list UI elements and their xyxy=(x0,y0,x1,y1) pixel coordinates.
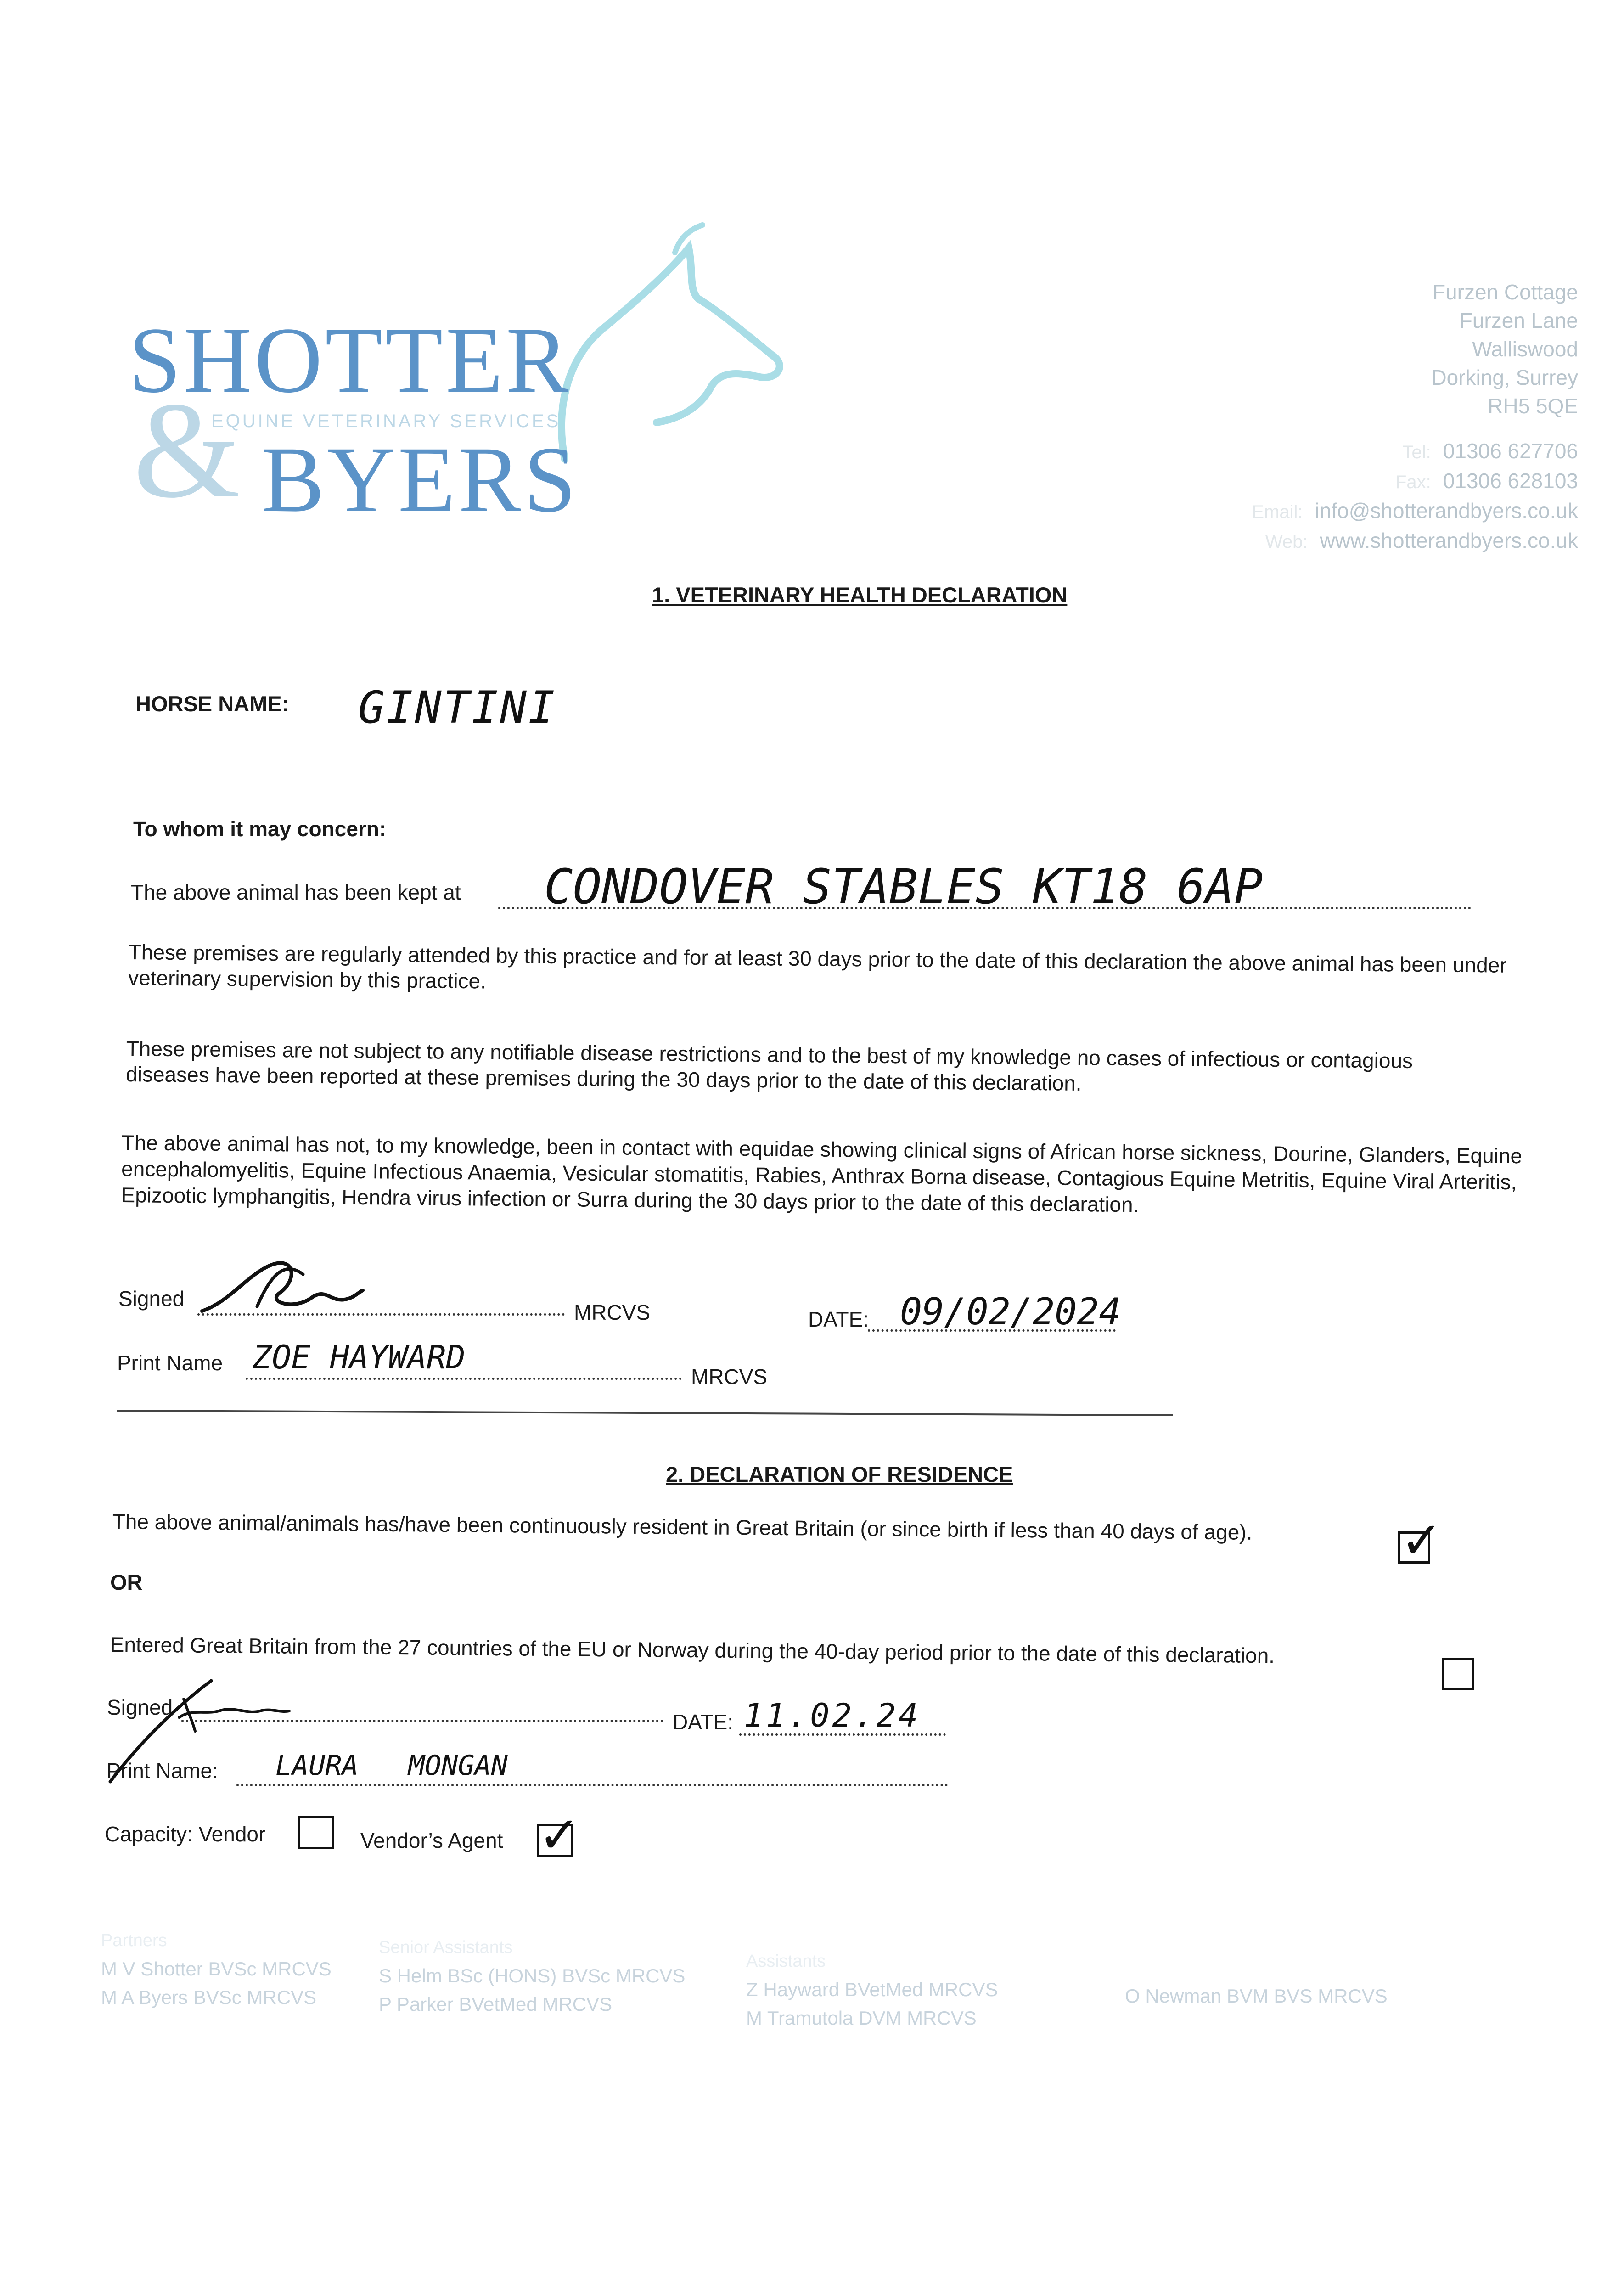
salutation: To whom it may concern: xyxy=(133,817,387,841)
tel-line: Tel: 01306 627706 xyxy=(1402,439,1578,463)
section-divider xyxy=(117,1410,1173,1416)
footer-senior-assistants: Senior Assistants S Helm BSc (HONS) BVSc MRCVS P Parker BVetMed MRCVS xyxy=(379,1938,686,2015)
paragraph-no-disease: These premises are not subject to any notifiable disease restrictions and to the best of my knowledge no cases of infectious or contagious diseases have been reported at these premises during the 30 days prior to the date of this declaration. xyxy=(125,1036,1413,1095)
vet-print-name-dotted-line xyxy=(246,1378,682,1380)
residence-option2-text: Entered Great Britain from the 27 countries of the EU or Norway during the 40-day period prior to the date of this declaration. xyxy=(110,1632,1275,1668)
vendor-checkbox[interactable] xyxy=(298,1816,334,1849)
owner-date-label: DATE: xyxy=(673,1710,734,1734)
residence-option1-checkmark-icon: ✓ xyxy=(1400,1512,1443,1569)
web-line: Web: www.shotterandbyers.co.uk xyxy=(1265,529,1578,552)
kept-at-value: CONDOVER STABLES KT18 6AP xyxy=(544,859,1263,915)
owner-print-name-value: LAURA MONGAN xyxy=(275,1750,508,1782)
kept-at-line xyxy=(131,859,1476,932)
vendors-agent-checkmark-icon: ✓ xyxy=(538,1807,581,1863)
email-line: Email: info@shotterandbyers.co.uk xyxy=(1252,499,1578,523)
vet-print-name-value: ZOE HAYWARD xyxy=(253,1339,466,1376)
capacity-vendor-label: Capacity: Vendor xyxy=(105,1822,266,1846)
logo-subtitle: EQUINE VETERINARY SERVICES xyxy=(211,411,561,431)
logo-ampersand: & xyxy=(133,374,241,526)
paragraph-no-contact: The above animal has not, to my knowledge, been in contact with equidae showing clinical signs of African horse sickness, Dourine, Glanders, Equine encephalomyelitis, Equine Infectious Anaemia, Vesicular stomatitis, Rabies, Anthrax Borna disease, Contagious Equine Metritis, Equine Viral Arteritis, Epizootic lymphangitis, Hendra virus infection or Surra during the 30 days prior to the date of this declaration. xyxy=(121,1131,1523,1217)
footer-assistants: Assistants Z Hayward BVetMed MRCVS M Tramutola DVM MRCVS xyxy=(746,1952,998,2029)
horse-name-label: HORSE NAME: xyxy=(135,692,289,716)
residence-option2-checkbox[interactable] xyxy=(1442,1658,1474,1690)
vet-date-label: DATE: xyxy=(808,1307,869,1331)
vet-signature-mark xyxy=(193,1247,367,1320)
fax-line: Fax: 01306 628103 xyxy=(1395,469,1578,493)
footer-other-vet: O Newman BVM BVS MRCVS xyxy=(1125,1985,1388,2007)
owner-print-name-dotted-line xyxy=(236,1784,948,1786)
kept-at-label: The above animal has been kept at xyxy=(131,880,461,904)
owner-signed-label: Signed xyxy=(107,1695,173,1719)
practice-address: Furzen Cottage Furzen Lane Walliswood Dorking, Surrey RH5 5QE Tel: 01306 627706 Fax: 01306 628103 Email: info@shotterandbyers.co.uk Web: www.shotterandbyers.co.uk xyxy=(1252,278,1578,556)
vet-date-value: 09/02/2024 xyxy=(900,1290,1121,1333)
letterhead-logo xyxy=(124,220,767,542)
vet-signed-label: Signed xyxy=(118,1287,185,1311)
footer-partners: Partners M V Shotter BVSc MRCVS M A Byers BVSc MRCVS xyxy=(101,1931,332,2008)
vet-mrcvs-label-2: MRCVS xyxy=(691,1365,768,1389)
section1-heading: 1. VETERINARY HEALTH DECLARATION xyxy=(652,583,1068,607)
section2-heading: 2. DECLARATION OF RESIDENCE xyxy=(666,1462,1013,1486)
owner-print-name-label: Print Name: xyxy=(107,1759,218,1783)
vet-print-name-label: Print Name xyxy=(117,1351,223,1375)
logo-byers: BYERS xyxy=(262,428,579,532)
horse-name-value: GINTINI xyxy=(358,682,557,733)
paragraph-supervision: These premises are regularly attended by this practice and for at least 30 days prior to the date of this declaration the above animal has been under veterinary supervision by this practice. xyxy=(128,940,1507,993)
logo-shotter: SHOTTER xyxy=(129,308,572,412)
vet-mrcvs-label-1: MRCVS xyxy=(574,1300,651,1324)
owner-date-value: 11.02.24 xyxy=(744,1697,921,1734)
vendors-agent-label: Vendor’s Agent xyxy=(360,1829,503,1852)
or-label: OR xyxy=(110,1570,143,1594)
residence-option1-text: The above animal/animals has/have been continuously resident in Great Britain (or since birth if less than 40 days of age). xyxy=(112,1509,1253,1544)
